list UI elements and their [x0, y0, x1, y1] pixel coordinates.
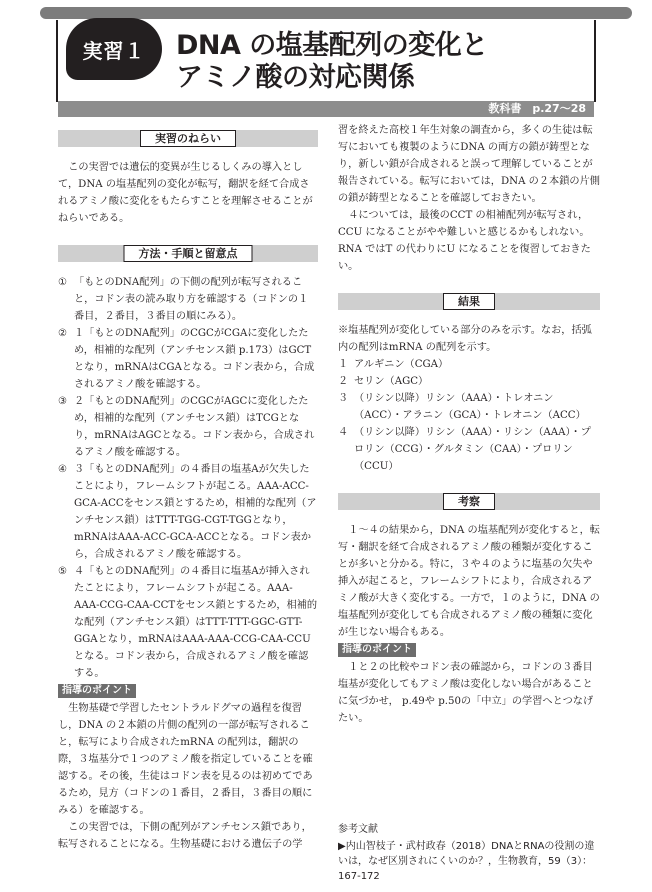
note-item-4: ４については，最後のCCT の相補配列が転写され，CCU になることがやや難しいと感じるかもしれない。RNA ではT の代わりにU になることを復習しておきたい。: [338, 210, 591, 272]
references-heading: 参考文献: [338, 824, 378, 835]
discussion-body: １～４の結果から，DNA の塩基配列が変化すると，転写・翻訳を経て合成されるアミノ酸の種類が変化することが多いと分かる。特に，３や４のように塩基の欠失や挿入が起こると，フレームシフトにより，合成されるアミノ酸が大きく変化する。一方で，１のように，DNA の塩基配列が変化しても合成されるアミノ酸の種類に変化が生じない場合もある。: [338, 525, 600, 638]
method-item: ① 「もとのDNA配列」の下側の配列が転写されること，コドン表の読み取り方を確認する（コドンの１番目，２番目，３番目の順にみる）。: [58, 277, 309, 322]
result-intro: ※塩基配列が変化している部分のみを示す。なお，括弧内の配列はmRNA の配列を示す。: [338, 325, 592, 353]
method-item: ⑤ ４「もとのDNA配列」の４番目に塩基Aが挿入されたことにより，フレームシフトが起こる。AAA-AAA-CCG-CAA-CCTをセンス鎖とするため，相補的な配列（アンチセンス鎖）はTTT-TTT-GGC-GTT-GGAとなり，mRNAはAAA-AAA-CCG-CAA-CCUとなる。コドン表から，合成されるアミノ酸を確認する。: [58, 566, 318, 679]
method-item: ④ ３「もとのDNA配列」の４番目の塩基Aが欠失したことにより，フレームシフトが起こる。AAA-ACC-GCA-ACCをセンス鎖とするため，相補的な配列（アンチセンス鎖）はTTT-TGG-CGT-TGGとなり，mRNAはAAA-ACC-GCA-ACCとなる。コドン表から，合成されるアミノ酸を確認する。: [58, 464, 317, 560]
result-item: ３ （リシン以降）リシン（AAA）・トレオニン（ACC）・アラニン（GCA）・トレオニン（ACC）: [338, 393, 586, 421]
method-item: ② １「もとのDNA配列」のCGCがCGAに変化したため，相補的な配列（アンチセンス鎖 p.173）はGCTとなり，mRNAはCGAとなる。コドン表から，合成されるアミノ酸を確認する。: [58, 328, 315, 390]
result-item: １ アルギニン（CGA）: [338, 359, 449, 370]
teaching-point-body: 生物基礎で学習したセントラルドグマの過程を復習し，DNA の２本鎖の片側の配列の一部が転写されること，転写により合成されたmRNA の配列は，翻訳の際，３塩基分で１つのアミノ酸を指定していることを確認する。その後，生徒はコドン表を見るのは初めてであるため，見方（コドンの１番目，２番目，３番目の順にみる）を確認する。: [58, 703, 313, 816]
discussion-point-body: １と２の比較やコドン表の確認から，コドンの３番目塩基が変化してもアミノ酸は変化しない場合があることに気づかせ， p.49や p.50の「中立」の学習へとつなげたい。: [338, 662, 594, 724]
page-title: [176, 30, 488, 94]
result-section-header: 結果: [338, 293, 600, 310]
aim-body: この実習では遺伝的変異が生じるしくみの導入として，DNA の塩基配列の変化が転写，翻訳を経て合成されるアミノ酸に変化をもたらすことを理解させることがねらいである。: [58, 162, 313, 224]
title-line-2: アミノ酸の対応関係: [176, 62, 415, 93]
references: [338, 822, 600, 884]
teaching-point-label: 指導のポイント: [58, 684, 136, 698]
aim-section-header: 実習のねらい: [58, 130, 318, 147]
left-column: [58, 128, 318, 853]
right-column: [338, 122, 600, 727]
method-section-header: 方法・手順と留意点: [58, 245, 318, 262]
discussion-point-label: 指導のポイント: [338, 643, 416, 657]
exercise-badge: 実習１: [66, 18, 162, 80]
textbook-reference: 教科書 p.27～28: [58, 101, 594, 117]
title-line-1: DNA の塩基配列の変化と: [176, 30, 488, 61]
top-rule: [0, 0, 652, 8]
result-item: ４ （リシン以降）リシン（AAA）・リシン（AAA）・プロリン（CCG）・グルタミン（CAA）・プロリン（CCU）: [338, 427, 591, 472]
teaching-point-body-2: この実習では，下側の配列がアンチセンス鎖であり，転写されることになる。生物基礎における遺伝子の学: [58, 822, 312, 850]
reference-item: ▶内山智枝子・武村政春（2018）DNAとRNAの役割の違いは，なぜ区別されにくいのか？，生物教育，59（3）：167-172: [338, 841, 595, 882]
method-item: ③ ２「もとのDNA配列」のCGCがAGCに変化したため，相補的な配列（アンチセンス鎖）はTCGとなり，mRNAはAGCとなる。コドン表から，合成されるアミノ酸を確認する。: [58, 396, 315, 458]
continued-paragraph: 習を終えた高校１年生対象の調査から，多くの生徒は転写においても複製のようにDNA の両方の鎖が鋳型となり，新しい鎖が合成されると誤って理解していることが報告されている。転写においては，DNA の２本鎖の片側の鎖が鋳型となることを確認しておきたい。: [338, 125, 600, 204]
result-item: ２ セリン（AGC）: [338, 376, 429, 387]
discussion-section-header: 考察: [338, 493, 600, 510]
